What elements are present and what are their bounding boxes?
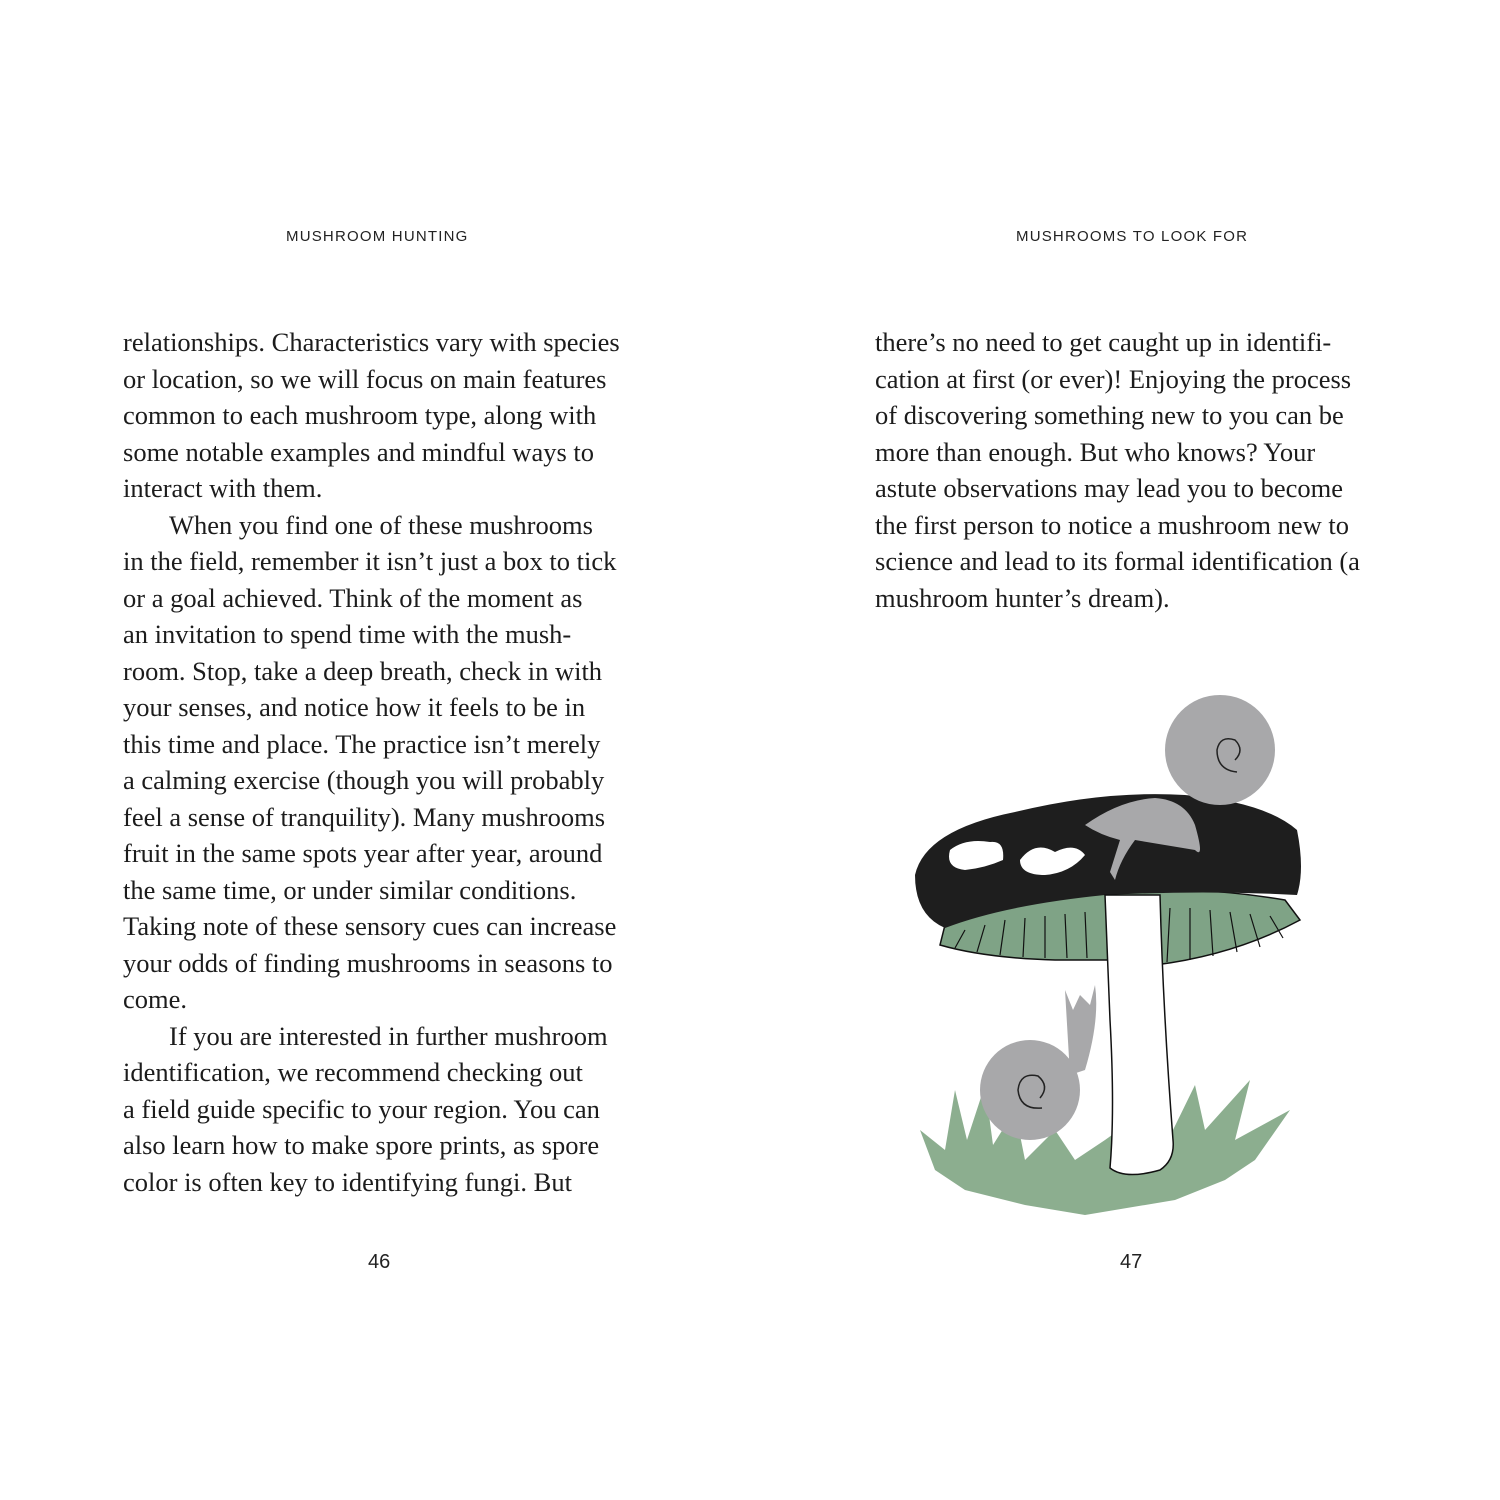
text-line: of discovering something new to you can be [875, 400, 1344, 430]
text-line: mushroom hunter’s dream). [875, 582, 1170, 613]
text-line: or location, so we will focus on main features [123, 363, 607, 394]
text-line: a field guide specific to your region. You can [123, 1093, 600, 1124]
text-line: your odds of finding mushrooms in seasons to [123, 947, 613, 978]
text-line: also learn how to make spore prints, as spore [123, 1130, 600, 1160]
running-head-right: MUSHROOMS TO LOOK FOR [1016, 228, 1249, 245]
snail-bottom-icon [980, 985, 1096, 1140]
text-line: an invitation to spend time with the mush- [123, 619, 572, 649]
text-line: your senses, and notice how it feels to be in [123, 692, 586, 722]
page-number-left: 46 [368, 1251, 391, 1273]
page-number-right: 47 [1120, 1251, 1143, 1273]
text-line: color is often key to identifying fungi. But [123, 1166, 572, 1197]
text-line: astute observations may lead you to become [875, 473, 1344, 503]
right-page-body [875, 324, 1360, 616]
text-line: a calming exercise (though you will probably [123, 765, 605, 795]
text-line: some notable examples and mindful ways to [123, 436, 595, 467]
mushroom-with-snails-icon [905, 690, 1305, 1230]
text-line: common to each mushroom type, along with [123, 400, 597, 430]
text-line: feel a sense of tranquility). Many mushrooms [123, 801, 606, 832]
text-line: If you are interested in further mushroom [169, 1020, 608, 1051]
text-line: Taking note of these sensory cues can increase [123, 911, 617, 941]
text-line: cation at first (or ever)! Enjoying the process [875, 363, 1352, 394]
text-line: interact with them. [123, 473, 323, 503]
text-line: room. Stop, take a deep breath, check in with [123, 655, 603, 686]
text-line: more than enough. But who knows? Your [875, 436, 1316, 467]
text-line: or a goal achieved. Think of the moment as [123, 582, 583, 613]
text-line: in the field, remember it isn’t just a box to tick [123, 546, 617, 576]
text-line: identification, we recommend checking out [123, 1057, 583, 1087]
running-head-left: MUSHROOM HUNTING [286, 228, 469, 245]
text-line: fruit in the same spots year after year, around [123, 838, 603, 868]
text-line: come. [123, 984, 188, 1014]
text-line: When you find one of these mushrooms [169, 509, 593, 540]
text-line: relationships. Characteristics vary with species [123, 327, 620, 357]
text-line: this time and place. The practice isn’t merely [123, 728, 601, 759]
text-line: the same time, or under similar conditions. [123, 874, 577, 905]
left-page-body [123, 324, 620, 1200]
text-line: there’s no need to get caught up in identifi- [875, 327, 1332, 357]
grass-icon [920, 1070, 1290, 1215]
text-line: the first person to notice a mushroom new to [875, 509, 1349, 540]
text-line: science and lead to its formal identification (a [875, 546, 1360, 576]
